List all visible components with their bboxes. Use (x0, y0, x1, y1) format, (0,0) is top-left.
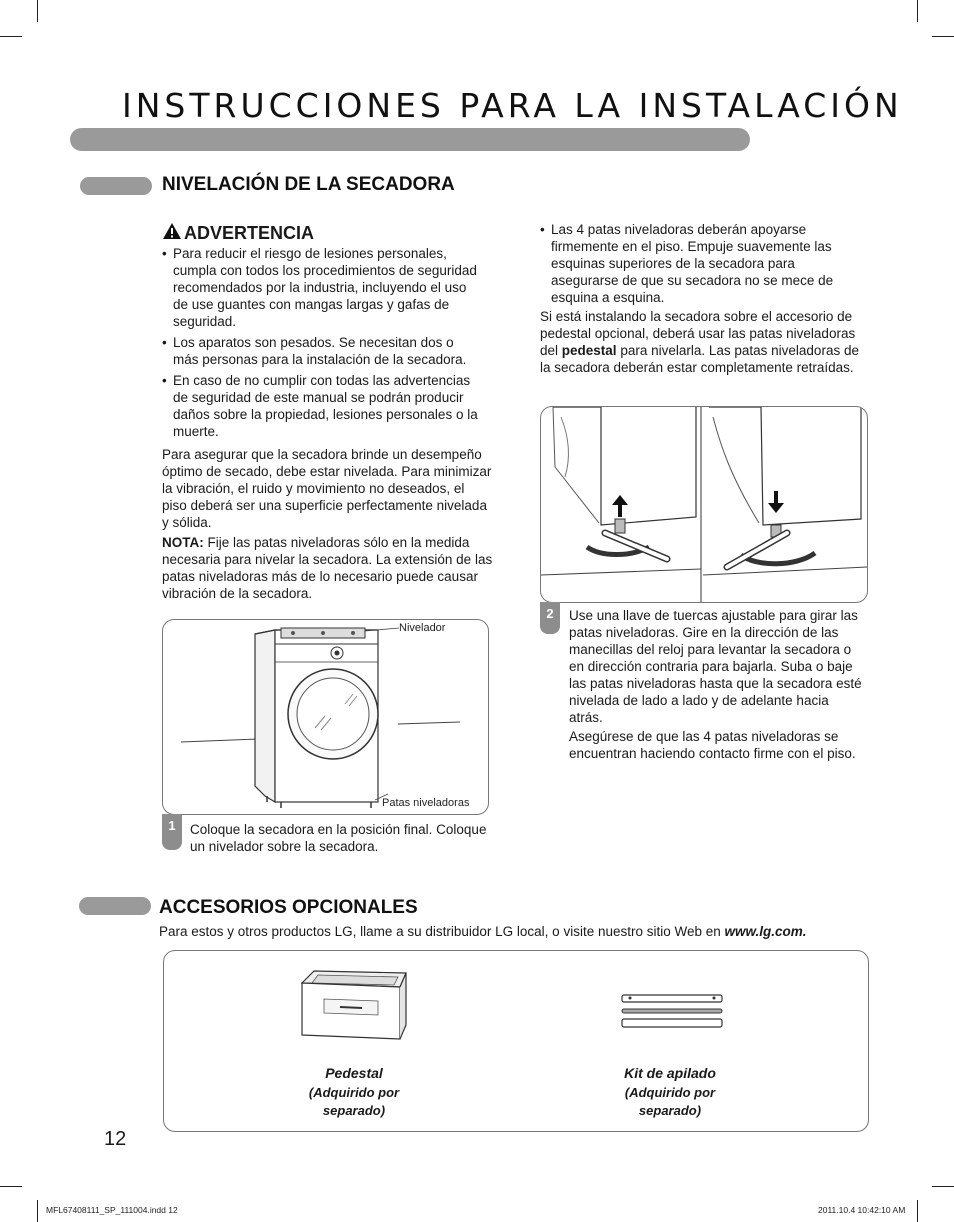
crop-mark (0, 36, 22, 37)
title-bar (70, 128, 750, 151)
pedestal-text-b: para nivelarla. Las patas niveladoras de la secadora deberán estar completamente retraídas. (540, 343, 859, 375)
note-paragraph (162, 534, 498, 602)
crop-mark (37, 1200, 38, 1222)
step1-text: Coloque la secadora en la posición final. Coloque un nivelador sobre la secadora. (190, 822, 487, 854)
warning-item: • Los aparatos son pesados. Se necesitan dos o más personas para la instalación de la secadora. (162, 334, 480, 368)
accessory-name-pedestal: Pedestal (325, 1065, 383, 1081)
section-heading-accessories: ACCESORIOS OPCIONALES (159, 897, 418, 918)
step2-text2: Asegúrese de que las 4 patas niveladoras se encuentran haciendo contacto firme con el piso. (569, 729, 856, 761)
stacking-kit-icon (618, 991, 728, 1033)
accessory-note-pedestal-2: separado) (322, 1103, 386, 1118)
warning-item: • Para reducir el riesgo de lesiones personales, cumpla con todos los procedimientos de seguridad recomendados por la industria, incluyendo el uso de use guantes con mangas largas y gafas de seguridad. (162, 245, 480, 330)
step2-text: Use una llave de tuercas ajustable para girar las patas niveladoras. Gire en la dirección de las manecillas del reloj para levantar la secadora o en dirección contraria para bajarla. Suba o baje las patas niveladoras hasta que la secadora esté nivelada de lado a lado y de adelante hacia atrás. (569, 608, 862, 725)
step-number-2: 2 (540, 602, 560, 634)
note-label: NOTA: (162, 535, 204, 550)
crop-mark (0, 1186, 22, 1187)
section-pill (80, 177, 152, 195)
pedestal-icon (294, 969, 414, 1047)
warning-item: • En caso de no cumplir con todas las advertencias de seguridad de este manual se podrán producir daños sobre la propiedad, lesiones personales o la muerte. (162, 372, 480, 440)
pedestal-paragraph (540, 308, 865, 376)
warning-icon (162, 222, 182, 245)
page-number: 12 (104, 1128, 127, 1150)
figure-dryer-leveler (162, 619, 489, 815)
accessories-intro (159, 923, 879, 940)
step-number-1: 1 (162, 814, 182, 850)
crop-mark (932, 1186, 954, 1187)
figure-label-feet: Patas niveladoras (382, 797, 470, 809)
crop-mark (917, 0, 918, 22)
right-bullet-item: • Las 4 patas niveladoras deberán apoyarse firmemente en el piso. Empuje suavemente las esquinas superiores de la secadora para asegurarse de que su secadora no se mece de esquina a esquina. (540, 221, 865, 306)
crop-mark (37, 0, 38, 22)
note-text: Fije las patas niveladoras sólo en la medida necesaria para nivelar la secadora. La extensión de las patas niveladoras más de lo necesario puede causar vibración de la secadora. (162, 535, 493, 601)
right-bullet-list (540, 221, 865, 310)
accessory-note-stacking-kit-2: separado) (638, 1103, 702, 1118)
figure-label-leveler: Nivelador (399, 622, 446, 634)
warning-title: ADVERTENCIA (184, 223, 315, 243)
crop-mark (932, 36, 954, 37)
warning-heading (162, 222, 314, 245)
warning-list (162, 245, 480, 444)
footer-file: MFL67408111_SP_111004.indd 12 (46, 1205, 178, 1215)
accessories-intro-text: Para estos y otros productos LG, llame a su distribuidor LG local, o visite nuestro sitio Web en (159, 924, 725, 939)
intro-paragraph: Para asegurar que la secadora brinde un desempeño óptimo de secado, debe estar nivelada. Para minimizar la vibración, el ruido y movimiento no deseados, el piso deberá ser una superficie perfectamente nivelada y sólida. (162, 447, 492, 530)
dryer-illustration (163, 620, 488, 814)
accessories-box (163, 950, 869, 1132)
footer-timestamp: 2011.10.4 10:42:10 AM (818, 1205, 906, 1215)
section-heading-leveling: NIVELACIÓN DE LA SECADORA (162, 174, 455, 195)
pedestal-text-a: Si está instalando la secadora sobre el accesorio de pedestal opcional, deberá usar las patas niveladoras del (540, 309, 856, 358)
accessory-note-stacking-kit: (Adquirido por (624, 1085, 716, 1100)
website-link[interactable]: www.lg.com. (724, 924, 807, 939)
section-pill (79, 897, 151, 915)
wrench-illustration (541, 407, 867, 602)
accessory-note-pedestal: (Adquirido por (308, 1085, 400, 1100)
accessory-name-stacking-kit: Kit de apilado (624, 1065, 716, 1081)
page-title: INSTRUCCIONES PARA LA INSTALACIÓN (122, 86, 903, 125)
pedestal-bold: pedestal (561, 343, 617, 358)
crop-mark (917, 1200, 918, 1222)
figure-wrench-adjust (540, 406, 868, 603)
